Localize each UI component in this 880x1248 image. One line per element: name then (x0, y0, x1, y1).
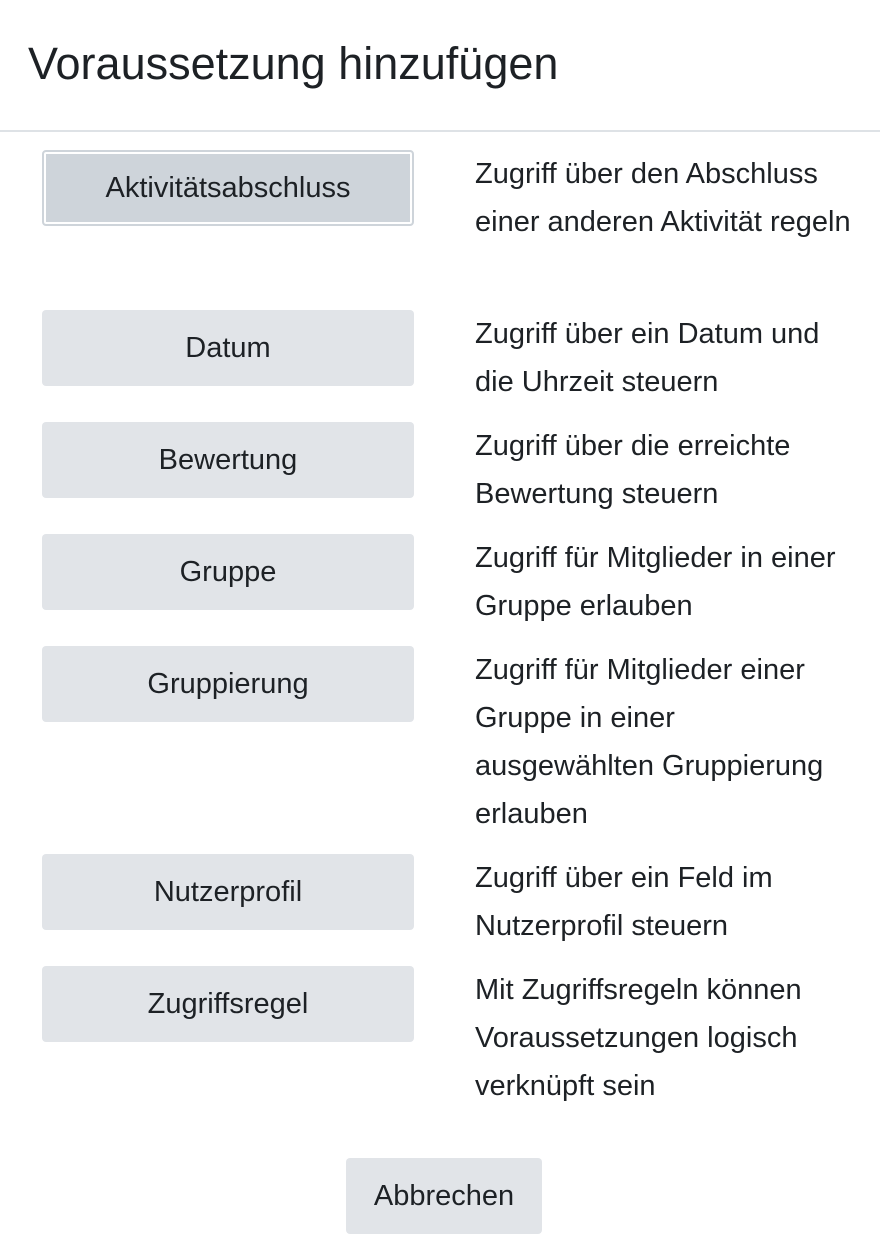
group-label: Gruppe (179, 555, 277, 588)
restriction-set-button[interactable] (42, 966, 414, 1042)
restriction-set-description: Mit Zugriffsregeln können Voraussetzungen logisch verknüpft sein (475, 974, 802, 1102)
restriction-set-label: Zugriffsregel (147, 987, 309, 1020)
activity-completion-description: Zugriff über den Abschluss einer anderen Aktivität regeln (475, 158, 851, 238)
user-profile-label: Nutzerprofil (153, 875, 303, 908)
date-label: Datum (185, 331, 271, 364)
grade-button[interactable] (42, 422, 414, 498)
dialog-header (0, 0, 880, 132)
date-description: Zugriff über ein Datum und die Uhrzeit steuern (475, 318, 820, 398)
group-description: Zugriff für Mitglieder in einer Gruppe erlauben (475, 542, 836, 622)
activity-completion-button[interactable] (42, 150, 414, 226)
date-button[interactable] (42, 310, 414, 386)
grouping-label: Gruppierung (147, 667, 309, 700)
cancel-button[interactable]: Abbrechen (346, 1158, 542, 1234)
grade-label: Bewertung (158, 443, 298, 476)
user-profile-button[interactable] (42, 854, 414, 930)
dialog-title: Voraussetzung hinzufügen (28, 38, 559, 89)
grouping-button[interactable] (42, 646, 414, 722)
grouping-description: Zugriff für Mitglieder einer Gruppe in einer ausgewählten Gruppierung erlauben (475, 654, 824, 830)
grade-description: Zugriff über die erreichte Bewertung steuern (475, 430, 791, 510)
activity-completion-label: Aktivitätsabschluss (49, 157, 407, 219)
user-profile-description: Zugriff über ein Feld im Nutzerprofil steuern (475, 862, 773, 942)
group-button[interactable] (42, 534, 414, 610)
